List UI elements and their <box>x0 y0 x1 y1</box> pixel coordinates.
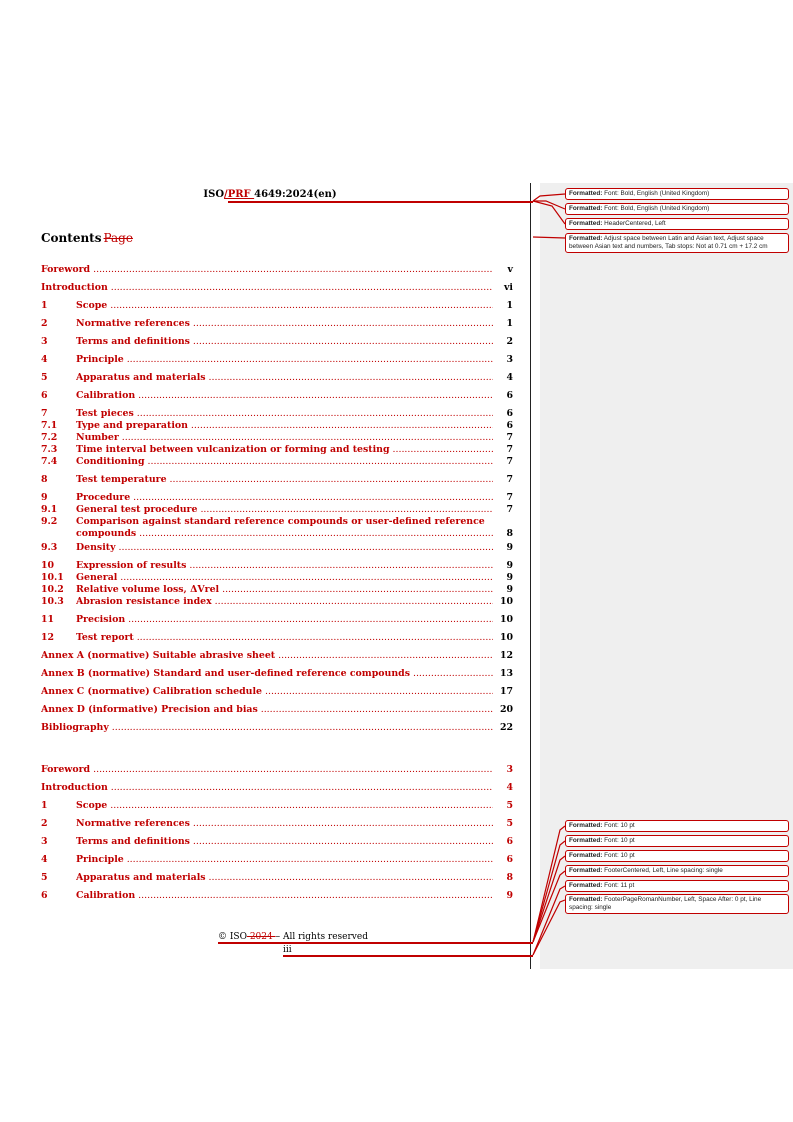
toc-entry-title: Test report ..... <box>76 632 493 643</box>
toc-entry-title: Annex A (normative) Suitable abrasive sheet ..... <box>41 650 493 661</box>
deleted-toc-entry[interactable] <box>41 782 513 794</box>
footer-copyright-rest: – All rights reserved <box>275 932 368 942</box>
toc-entry[interactable] <box>41 456 513 468</box>
footer-copyright-symbol: © ISO <box>218 932 247 942</box>
toc-entry-number: 6 <box>41 390 48 401</box>
toc-entry-number: 2 <box>41 818 48 829</box>
toc-entry-title: Scope ..... <box>76 800 493 811</box>
toc-entry[interactable] <box>41 632 513 644</box>
toc-entry-number: 7.3 <box>41 444 58 455</box>
toc-entry-page: 5 <box>506 800 513 811</box>
toc-entry[interactable] <box>41 390 513 402</box>
toc-entry[interactable] <box>41 528 513 540</box>
footer-copyright <box>218 932 368 942</box>
toc-entry-number: 7.2 <box>41 432 58 443</box>
toc-entry-page: 8 <box>506 872 513 883</box>
format-balloon[interactable] <box>565 880 789 892</box>
toc-entry-number: 9 <box>41 492 48 503</box>
toc-entry[interactable] <box>41 560 513 572</box>
toc-entry-number: 11 <box>41 614 55 625</box>
toc-entry-page: 9 <box>506 890 513 901</box>
toc-entry[interactable] <box>41 474 513 486</box>
toc-entry[interactable] <box>41 614 513 626</box>
format-balloon[interactable] <box>565 865 789 877</box>
balloon-text: Adjust space between Latin and Asian text, Adjust space between Asian text and numbers, Tab stops: Not at 0.71 cm + 17.2 cm <box>569 235 768 250</box>
toc-entry[interactable] <box>41 282 513 294</box>
toc-entry-title: Bibliography ..... <box>41 722 493 733</box>
deleted-toc-entry[interactable] <box>41 872 513 884</box>
toc-entry-title: Relative volume loss, ΔVrel ..... <box>76 584 493 595</box>
toc-entry[interactable] <box>41 408 513 420</box>
balloon-text: Font: 11 pt <box>602 882 635 889</box>
toc-entry-page: v <box>507 264 513 275</box>
deleted-toc-entry[interactable] <box>41 890 513 902</box>
toc-entry-title: Introduction ..... <box>41 782 493 793</box>
page-right-edge <box>530 183 531 969</box>
page-number-change-link <box>283 955 533 957</box>
toc-entry-page: 3 <box>506 354 513 365</box>
toc-entry[interactable] <box>41 572 513 584</box>
deleted-toc-entry[interactable] <box>41 836 513 848</box>
toc-entry-title: Procedure ..... <box>76 492 493 503</box>
toc-entry-number: 12 <box>41 632 55 643</box>
deleted-page-label: Page <box>103 231 133 245</box>
format-balloon[interactable] <box>565 850 789 862</box>
toc-entry-number: 6 <box>41 890 48 901</box>
toc-entry-page: 4 <box>506 782 513 793</box>
toc-entry-page: 6 <box>506 420 513 431</box>
toc-entry-title: Scope ..... <box>76 300 493 311</box>
toc-entry-page: 20 <box>499 704 513 715</box>
toc-entry-page: 1 <box>506 300 513 311</box>
toc-entry-title: Introduction ..... <box>41 282 493 293</box>
toc-entry[interactable] <box>41 668 513 680</box>
header-prefix: ISO <box>203 189 225 200</box>
toc-entry-title: Type and preparation ..... <box>76 420 493 431</box>
balloon-text: Font: 10 pt <box>602 822 635 829</box>
toc-entry-page: 7 <box>506 444 513 455</box>
toc-entry-title: Foreword ..... <box>41 264 493 275</box>
toc-entry[interactable] <box>41 444 513 456</box>
toc-entry-page: 10 <box>499 596 513 607</box>
format-balloon[interactable] <box>565 835 789 847</box>
toc-entry[interactable] <box>41 704 513 716</box>
balloon-text: HeaderCentered, Left <box>602 220 666 227</box>
toc-entry-page: 1 <box>506 318 513 329</box>
toc-entry[interactable] <box>41 318 513 330</box>
toc-entry-number: 8 <box>41 474 48 485</box>
balloon-label: Formatted: <box>569 235 603 242</box>
toc-entry-title: Time interval between vulcanization or forming and testing ..... <box>76 444 493 455</box>
toc-entry-title: Normative references ..... <box>76 818 493 829</box>
toc-entry-number: 3 <box>41 836 48 847</box>
header-inserted-text: /PRF <box>224 189 255 200</box>
balloon-label: Formatted: <box>569 852 603 859</box>
toc-entry[interactable] <box>41 596 513 608</box>
toc-entry-number: 10.1 <box>41 572 64 583</box>
toc-entry-number: 9.1 <box>41 504 58 515</box>
toc-entry-page: 7 <box>506 456 513 467</box>
toc-entry-title: Calibration ..... <box>76 890 493 901</box>
toc-entry-number: 1 <box>41 800 48 811</box>
toc-entry-title: Apparatus and materials ..... <box>76 372 493 383</box>
footer-change-link <box>218 942 533 944</box>
toc-entry-title: Calibration ..... <box>76 390 493 401</box>
footer-deleted-year: 2024 <box>246 932 276 942</box>
toc-entry-page: 6 <box>506 390 513 401</box>
toc-entry[interactable] <box>41 516 513 528</box>
balloon-label: Formatted: <box>569 190 603 197</box>
toc-entry-page: 9 <box>506 572 513 583</box>
toc-entry-page: 7 <box>506 432 513 443</box>
balloon-text: FooterCentered, Left, Line spacing: single <box>602 867 723 874</box>
toc-entry-title: Test temperature ..... <box>76 474 493 485</box>
toc-entry-page: 9 <box>506 560 513 571</box>
toc-entry-title: Density ..... <box>76 542 493 553</box>
toc-entry-number: 9.3 <box>41 542 58 553</box>
balloon-text: FooterPageRomanNumber, Left, Space After: 0 pt, Line spacing: single <box>569 896 762 911</box>
toc-entry-page: 6 <box>506 836 513 847</box>
toc-entry-title: Abrasion resistance index ..... <box>76 596 493 607</box>
toc-entry-page: vi <box>503 282 513 293</box>
toc-entry[interactable] <box>41 584 513 596</box>
toc-entry-title: Annex B (normative) Standard and user-defined reference compounds ..... <box>41 668 493 679</box>
toc-entry-page: 2 <box>506 336 513 347</box>
toc-entry-number: 1 <box>41 300 48 311</box>
toc-entry[interactable] <box>41 686 513 698</box>
balloon-label: Formatted: <box>569 882 603 889</box>
format-balloon[interactable] <box>565 218 789 230</box>
toc-entry-page: 5 <box>506 818 513 829</box>
deleted-toc-entry[interactable] <box>41 764 513 776</box>
toc-entry-page: 7 <box>506 504 513 515</box>
page-header <box>0 189 540 200</box>
toc-entry[interactable] <box>41 542 513 554</box>
toc-entry-number: 7.4 <box>41 456 58 467</box>
format-balloon[interactable] <box>565 233 789 253</box>
toc-entry-number: 7.1 <box>41 420 58 431</box>
deleted-toc-entry[interactable] <box>41 854 513 866</box>
toc-entry[interactable] <box>41 504 513 516</box>
toc-entry-title: Annex C (normative) Calibration schedule ..... <box>41 686 493 697</box>
toc-entry-title: General test procedure ..... <box>76 504 493 515</box>
toc-entry-page: 12 <box>499 650 513 661</box>
toc-entry-number: 10.2 <box>41 584 64 595</box>
format-balloon[interactable] <box>565 894 789 914</box>
toc-entry[interactable] <box>41 432 513 444</box>
toc-entry-title: Terms and definitions ..... <box>76 836 493 847</box>
toc-entry-number: 10.3 <box>41 596 64 607</box>
toc-entry[interactable] <box>41 336 513 348</box>
toc-entry-title: Principle ..... <box>76 854 493 865</box>
toc-entry-number: 5 <box>41 372 48 383</box>
toc-entry-page: 8 <box>506 528 513 539</box>
toc-entry[interactable] <box>41 300 513 312</box>
toc-entry-page: 22 <box>499 722 513 733</box>
balloon-label: Formatted: <box>569 205 603 212</box>
toc-entry-title: Annex D (informative) Precision and bias ..... <box>41 704 493 715</box>
toc-entry[interactable] <box>41 264 513 276</box>
toc-entry-number: 5 <box>41 872 48 883</box>
toc-entry-page: 7 <box>506 492 513 503</box>
toc-entry[interactable] <box>41 420 513 432</box>
balloon-text: Font: 10 pt <box>602 837 635 844</box>
toc-entry-title: Apparatus and materials ..... <box>76 872 493 883</box>
toc-entry[interactable] <box>41 722 513 734</box>
toc-entry-title: Test pieces ..... <box>76 408 493 419</box>
toc-entry-number: 10 <box>41 560 55 571</box>
toc-entry-page: 13 <box>499 668 513 679</box>
toc-entry-title: Principle ..... <box>76 354 493 365</box>
contents-title <box>41 231 133 245</box>
toc-entry-number: 4 <box>41 354 48 365</box>
toc-entry-title: compounds ..... <box>76 528 493 539</box>
toc-entry-title: Precision ..... <box>76 614 493 625</box>
toc-entry[interactable] <box>41 354 513 366</box>
toc-entry-title: Normative references ..... <box>76 318 493 329</box>
toc-entry-page: 17 <box>499 686 513 697</box>
balloon-label: Formatted: <box>569 867 603 874</box>
header-change-link <box>228 201 533 203</box>
deleted-toc-entry[interactable] <box>41 818 513 830</box>
balloon-label: Formatted: <box>569 896 603 903</box>
balloon-text: Font: Bold, English (United Kingdom) <box>602 205 710 212</box>
toc-entry-number: 4 <box>41 854 48 865</box>
toc-entry-title: Expression of results ..... <box>76 560 493 571</box>
toc-entry-page: 4 <box>506 372 513 383</box>
toc-entry-number: 3 <box>41 336 48 347</box>
balloon-text: Font: 10 pt <box>602 852 635 859</box>
toc-entry-page: 7 <box>506 474 513 485</box>
format-balloon[interactable] <box>565 820 789 832</box>
balloon-label: Formatted: <box>569 220 603 227</box>
toc-entry-title: Conditioning ..... <box>76 456 493 467</box>
toc-entry[interactable] <box>41 372 513 384</box>
toc-entry-page: 10 <box>499 614 513 625</box>
footer-page-number: iii <box>283 945 292 955</box>
toc-entry-title: Foreword ..... <box>41 764 493 775</box>
balloon-text: Font: Bold, English (United Kingdom) <box>602 190 710 197</box>
format-balloon[interactable] <box>565 203 789 215</box>
contents-heading: Contents <box>41 231 102 245</box>
toc-entry[interactable] <box>41 492 513 504</box>
toc-entry-page: 9 <box>506 542 513 553</box>
toc-entry-page: 6 <box>506 854 513 865</box>
balloon-label: Formatted: <box>569 837 603 844</box>
toc-entry-number: 2 <box>41 318 48 329</box>
toc-entry-title: Terms and definitions ..... <box>76 336 493 347</box>
toc-entry-page: 6 <box>506 408 513 419</box>
header-suffix: 4649:2024(en) <box>254 189 337 200</box>
toc-entry-title: General ..... <box>76 572 493 583</box>
toc-entry-number: 9.2 <box>41 516 58 527</box>
toc-entry-page: 10 <box>499 632 513 643</box>
format-balloon[interactable] <box>565 188 789 200</box>
toc-entry-title: Number ..... <box>76 432 493 443</box>
toc-entry-title: Comparison against standard reference compounds or user-defined reference <box>76 516 485 527</box>
toc-entry[interactable] <box>41 650 513 662</box>
balloon-label: Formatted: <box>569 822 603 829</box>
deleted-toc-entry[interactable] <box>41 800 513 812</box>
toc-entry-page: 9 <box>506 584 513 595</box>
toc-entry-number: 7 <box>41 408 48 419</box>
toc-entry-page: 3 <box>506 764 513 775</box>
